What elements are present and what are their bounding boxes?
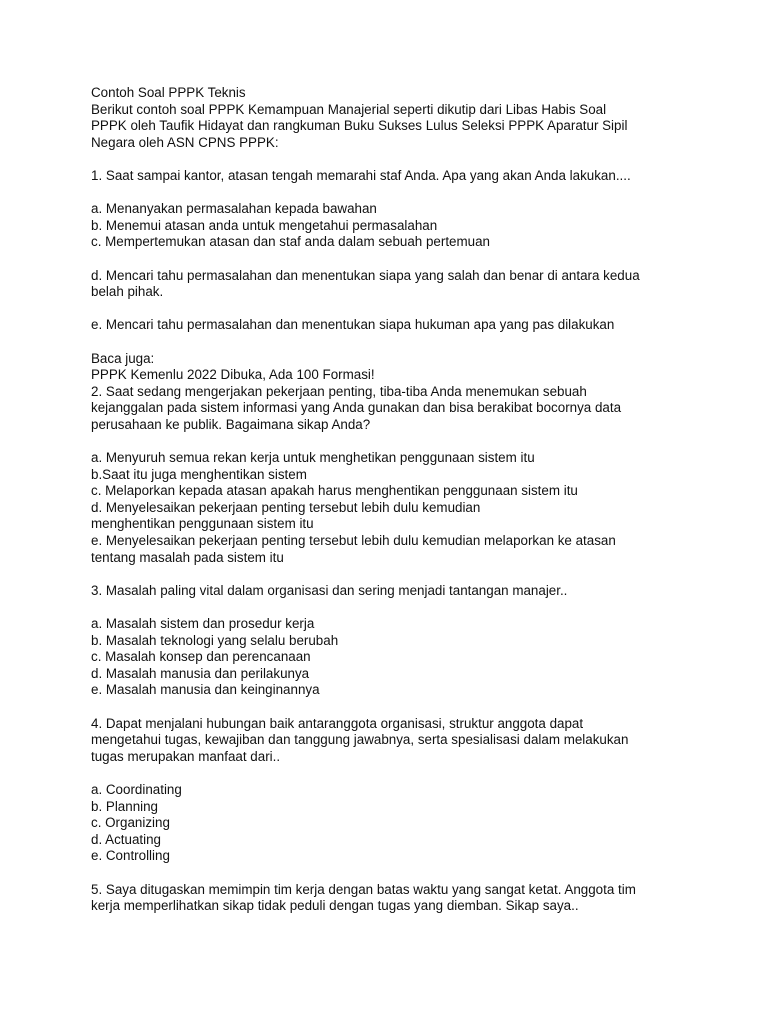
- q2-option-b: b.Saat itu juga menghentikan sistem: [91, 466, 307, 482]
- q2-option-e-cont: tentang masalah pada sistem itu: [91, 549, 284, 565]
- q2-option-d-cont: menghentikan penggunaan sistem itu: [91, 516, 314, 532]
- q4-option-c: c. Organizing: [91, 815, 170, 831]
- question-4: 4. Dapat menjalani hubungan baik antaranggota organisasi, struktur anggota dapat: [91, 715, 584, 731]
- intro-line: PPPK oleh Taufik Hidayat dan rangkuman Buku Sukses Lulus Seleksi PPPK Aparatur Sipil: [91, 118, 628, 134]
- question-3: 3. Masalah paling vital dalam organisasi dan sering menjadi tantangan manajer..: [91, 582, 568, 598]
- baca-juga-link[interactable]: PPPK Kemenlu 2022 Dibuka, Ada 100 Formasi!: [91, 367, 375, 383]
- question-4-cont: tugas merupakan manfaat dari..: [91, 748, 281, 764]
- question-2-cont: kejanggalan pada sistem informasi yang Anda gunakan dan bisa berakibat bocornya data: [91, 400, 622, 416]
- question-5-cont: kerja memperlihatkan sikap tidak peduli dengan tugas yang diemban. Sikap saya..: [91, 898, 579, 914]
- q4-option-d: d. Actuating: [91, 831, 161, 847]
- intro-line: Negara oleh ASN CPNS PPPK:: [91, 134, 279, 150]
- q1-option-c: c. Mempertemukan atasan dan staf anda dalam sebuah pertemuan: [91, 234, 490, 250]
- q2-option-e: e. Menyelesaikan pekerjaan penting tersebut lebih dulu kemudian melaporkan ke atasan: [91, 533, 616, 549]
- q1-option-a: a. Menanyakan permasalahan kepada bawahan: [91, 201, 377, 217]
- q4-option-b: b. Planning: [91, 798, 159, 814]
- intro-line: Berikut contoh soal PPPK Kemampuan Manajerial seperti dikutip dari Libas Habis Soal: [91, 101, 607, 117]
- q1-option-d: d. Mencari tahu permasalahan dan menentukan siapa yang salah dan benar di antara kedua: [91, 267, 640, 283]
- doc-title: Contoh Soal PPPK Teknis: [91, 85, 246, 100]
- q3-option-c: c. Masalah konsep dan perencanaan: [91, 649, 311, 665]
- question-2-cont: perusahaan ke publik. Bagaimana sikap Anda?: [91, 416, 371, 432]
- question-1: 1. Saat sampai kantor, atasan tengah memarahi staf Anda. Apa yang akan Anda lakukan....: [91, 167, 631, 183]
- q3-option-a: a. Masalah sistem dan prosedur kerja: [91, 616, 315, 631]
- question-2: 2. Saat sedang mengerjakan pekerjaan penting, tiba-tiba Anda menemukan sebuah: [91, 383, 587, 399]
- q4-option-a: a. Coordinating: [91, 781, 182, 797]
- q3-option-b: b. Masalah teknologi yang selalu berubah: [91, 632, 339, 648]
- document-page: [91, 85, 691, 915]
- q1-option-b: b. Menemui atasan anda untuk mengetahui permasalahan: [91, 217, 438, 233]
- baca-juga-label: Baca juga:: [91, 350, 155, 366]
- q2-option-d: d. Menyelesaikan pekerjaan penting tersebut lebih dulu kemudian: [91, 499, 481, 515]
- q3-option-e: e. Masalah manusia dan keinginannya: [91, 682, 320, 698]
- q3-option-d: d. Masalah manusia dan perilakunya: [91, 665, 310, 681]
- q2-option-a: a. Menyuruh semua rekan kerja untuk menghetikan penggunaan sistem itu: [91, 450, 535, 466]
- q4-option-e: e. Controlling: [91, 848, 170, 864]
- question-4-cont: mengetahui tugas, kewajiban dan tanggung jawabnya, serta spesialisasi dalam melakukan: [91, 732, 629, 748]
- q1-option-d-cont: belah pihak.: [91, 284, 164, 300]
- q2-option-c: c. Melaporkan kepada atasan apakah harus menghentikan penggunaan sistem itu: [91, 483, 578, 499]
- question-5: 5. Saya ditugaskan memimpin tim kerja dengan batas waktu yang sangat ketat. Anggota tim: [91, 881, 636, 897]
- q1-option-e: e. Mencari tahu permasalahan dan menentukan siapa hukuman apa yang pas dilakukan: [91, 317, 615, 333]
